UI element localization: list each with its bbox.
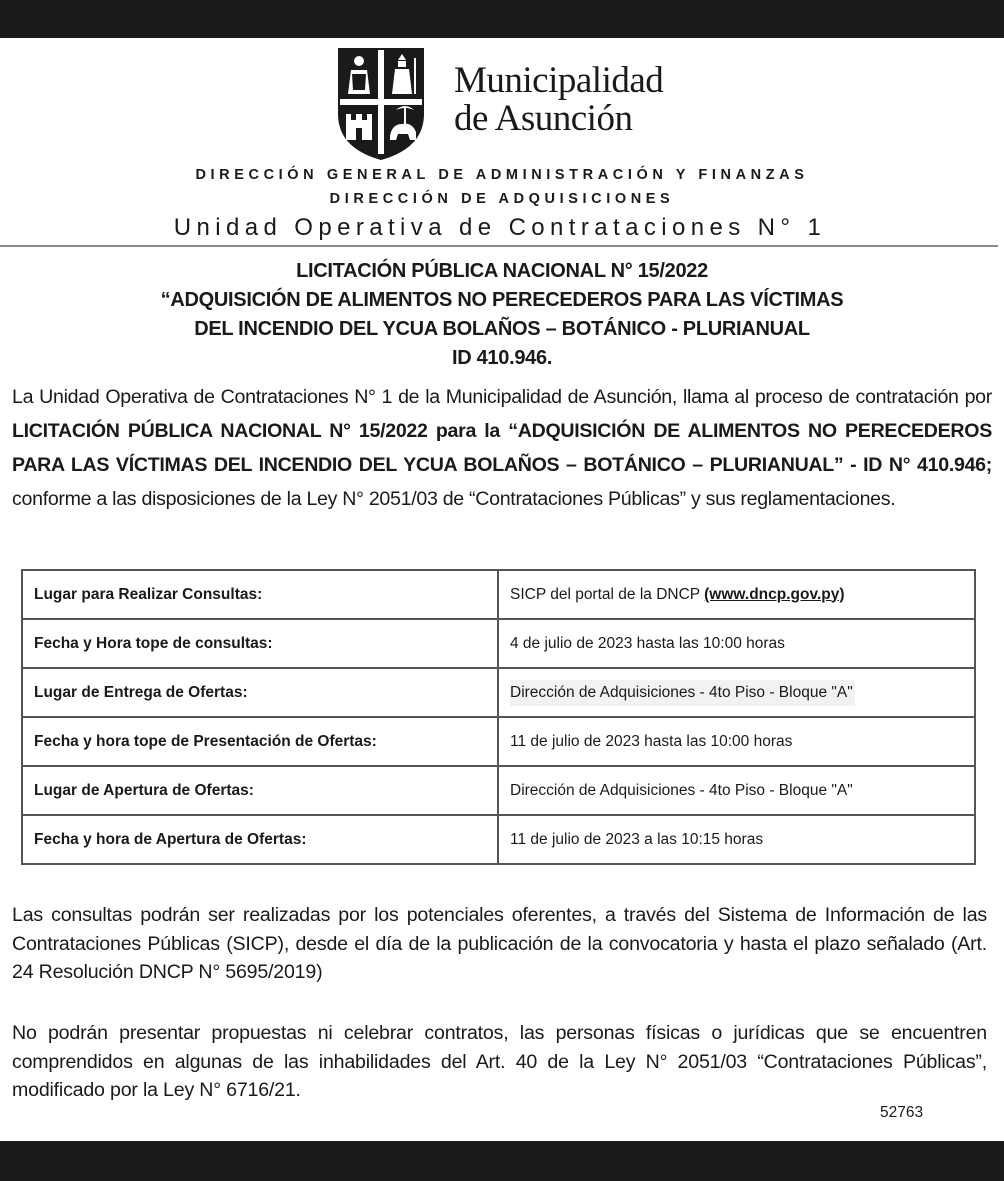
title-line: ID 410.946. [451, 347, 553, 369]
row-label: Fecha y hora tope de Presentación de Ofertas: [22, 717, 498, 766]
bottom-black-band [0, 1141, 1004, 1181]
row-value-text: SICP del portal de la DNCP [510, 585, 705, 603]
title-line: LICITACIÓN PÚBLICA NACIONAL N° 15/2022 [296, 260, 708, 282]
coat-of-arms-icon [332, 44, 430, 162]
row-value: 4 de julio de 2023 hasta las 10:00 horas [498, 619, 975, 668]
tender-info-table [21, 569, 976, 865]
intro-bold-text: LICITACIÓN PÚBLICA NACIONAL N° 15/2022 para la “ADQUISICIÓN DE ALIMENTOS NO PERECEDEROS PARA LAS VÍCTIMAS DEL INCENDIO DEL YCUA BOLAÑOS – BOTÁNICO – PLURIANUAL” - ID N° 410.946; [12, 420, 992, 476]
top-black-band [0, 0, 1004, 38]
title-line: DEL INCENDIO DEL YCUA BOLAÑOS – BOTÁNICO - PLURIANUAL [194, 318, 810, 340]
row-label: Fecha y hora de Apertura de Ofertas: [22, 815, 498, 864]
table-row [22, 570, 975, 619]
consultation-paragraph: Las consultas podrán ser realizadas por los potenciales oferentes, a través del Sistema de Información de las Contrataciones Públicas (SICP), desde el día de la publicación de la convocatoria y hasta el plazo señalado (Art. 24 Resolución DNCP N° 5695/2019) [12, 904, 987, 983]
intro-paragraph [12, 380, 992, 516]
row-value: 11 de julio de 2023 a las 10:15 horas [498, 815, 975, 864]
row-value [498, 668, 975, 717]
intro-text: La Unidad Operativa de Contrataciones N° 1 de la Municipalidad de Asunción, llama al proceso de contratación por [12, 386, 992, 408]
logo-text-line1: Municipalidad [454, 60, 664, 101]
row-label: Lugar de Entrega de Ofertas: [22, 668, 498, 717]
row-label: Fecha y Hora tope de consultas: [22, 619, 498, 668]
tender-title [0, 257, 1004, 373]
row-label: Lugar para Realizar Consultas: [22, 570, 498, 619]
intro-text-end: conforme a las disposiciones de la Ley N° 2051/03 de “Contrataciones Públicas” y sus reglamentaciones. [12, 488, 896, 510]
row-label: Lugar de Apertura de Ofertas: [22, 766, 498, 815]
publication-code: 52763 [880, 1104, 924, 1121]
table-row [22, 815, 975, 864]
direction-heading: DIRECCIÓN DE ADQUISICIONES [329, 191, 675, 207]
row-value: Dirección de Adquisiciones - 4to Piso - Bloque "A" [498, 766, 975, 815]
municipal-logo [332, 44, 672, 164]
dncp-link[interactable]: (www.dncp.gov.py) [704, 585, 845, 603]
header-divider [0, 245, 998, 247]
logo-text-line2: de Asunción [454, 98, 633, 139]
table-row [22, 717, 975, 766]
ineligibility-paragraph: No podrán presentar propuestas ni celebrar contratos, las personas físicas o jurídicas que se encuentren comprendidos en algunas de las inhabilidades del Art. 40 de la Ley N° 2051/03 “Contrataciones Públicas”, modificado por la Ley N° 6716/21. [12, 1022, 987, 1101]
row-value-text: Dirección de Adquisiciones - 4to Piso - Bloque "A" [510, 680, 855, 706]
row-value: 11 de julio de 2023 hasta las 10:00 horas [498, 717, 975, 766]
direction-general-heading: DIRECCIÓN GENERAL DE ADMINISTRACIÓN Y FINANZAS [195, 167, 809, 183]
table-row [22, 766, 975, 815]
row-value [498, 570, 975, 619]
operative-unit-heading: Unidad Operativa de Contrataciones N° 1 [173, 214, 827, 241]
table-row [22, 668, 975, 717]
title-line: “ADQUISICIÓN DE ALIMENTOS NO PERECEDEROS PARA LAS VÍCTIMAS [160, 289, 844, 311]
table-row [22, 619, 975, 668]
